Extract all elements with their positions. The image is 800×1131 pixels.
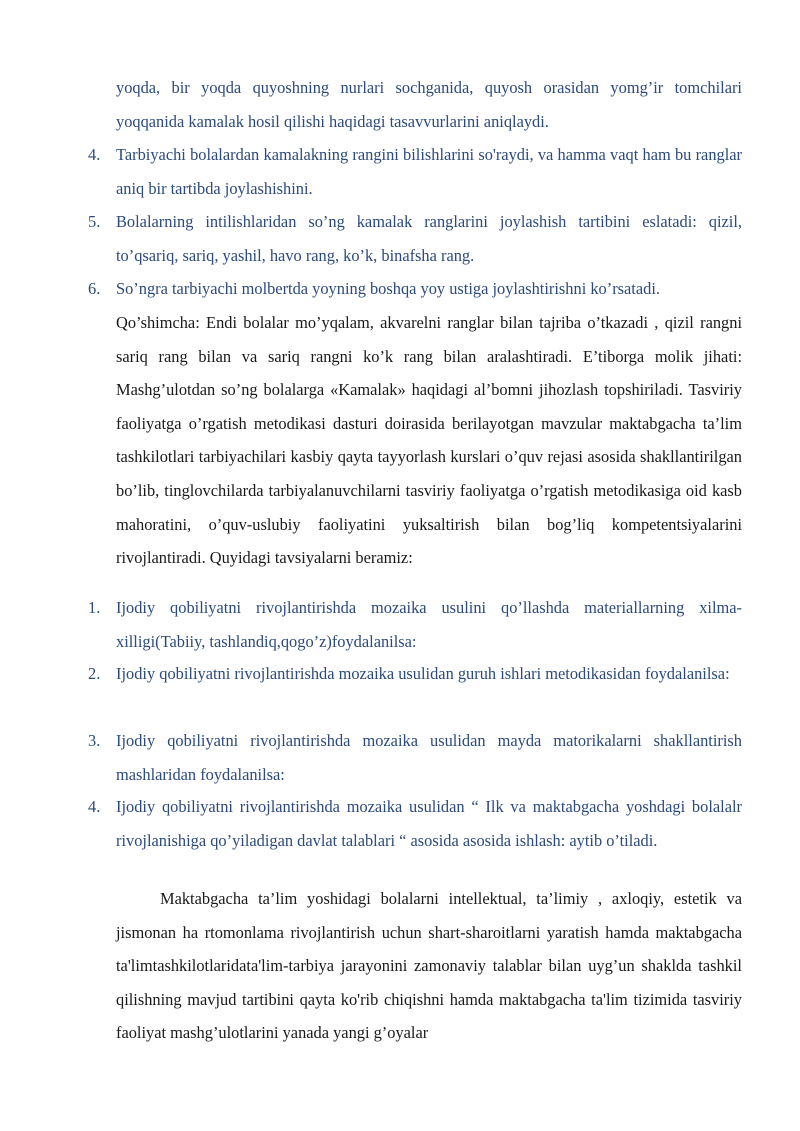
recommendation-number: 1. [88, 598, 101, 617]
step-item-6 [88, 272, 742, 306]
recommendation-number: 2. [88, 664, 101, 683]
continued-paragraph-text: yoqda, bir yoqda quyoshning nurlari sochganida, quyosh orasidan yomg’ir tomchilari yoqqanida kamalak hosil qilishi haqidagi tasavvurlarini aniqlaydi. [116, 78, 742, 131]
step-text: So’ngra tarbiyachi molbertda yoyning boshqa yoy ustiga joylashtirishni ko’rsatadi. [116, 279, 660, 298]
addition-paragraph-text: Qo’shimcha: Endi bolalar mo’yqalam, akvarelni ranglar bilan tajriba o’tkazadi , qizil rangni sariq rang bilan va sariq rangni ko’k rang bilan aralashtiradi. E’tiborga molik jihati: Mashg’ulotdan so’ng bolalarga «Kamalak» haqidagi al’bomni jihozlash topshiriladi. Tasviriy faoliyatga o’rgatish metodikasi dasturi doirasida berilayotgan mavzular maktabgacha ta’lim tashkilotlari tarbiyachilari kasbiy qayta tayyorlash kurslari o’quv rejasi asosida shakllantirilgan bo’lib, tinglovchilarda tarbiyalanuvchilarni tasviriy faoliyatga o’rgatish metodikasiga oid kasb mahoratini, o’quv-uslubiy faoliyatini yuksaltirish bilan bog’liq kompetentsiyalarini rivojlantiradi. Quyidagi tavsiyalarni beramiz: [116, 313, 742, 568]
step-number: 4. [88, 145, 101, 164]
step-text: Tarbiyachi bolalardan kamalakning rangini bilishlarini so'raydi, va hamma vaqt ham bu ranglar aniq bir tartibda joylashishini. [116, 145, 742, 198]
recommendation-number: 3. [88, 731, 101, 750]
step-item-4 [88, 138, 742, 205]
continued-paragraph [116, 71, 742, 138]
final-paragraph-text: Maktabgacha ta’lim yoshidagi bolalarni intellektual, ta’limiy , axloqiy, estetik va jismonan ha rtomonlama rivojlantirish uchun shart-sharoitlarni yaratish hamda maktabgacha ta'limtashkilotlaridata'lim-tarbiya jarayonini zamonaviy talablar bilan uyg’un shaklda tashkil qilishning mavjud tartibini qayta ko'rib chiqishni hamda maktabgacha ta'lim tizimida tasviriy faoliyat mashg’ulotlarini yanada yangi g’oyalar [116, 889, 742, 1043]
final-paragraph [116, 882, 742, 1050]
recommendation-item-4 [88, 790, 742, 857]
step-number: 6. [88, 279, 101, 298]
addition-paragraph [116, 306, 742, 575]
recommendation-text: Ijodiy qobiliyatni rivojlantirishda mozaika usulidan guruh ishlari metodikasidan foydalanilsa: [116, 664, 730, 683]
step-item-5 [88, 205, 742, 272]
step-text: Bolalarning intilishlaridan so’ng kamalak ranglarini joylashish tartibini eslatadi: qizil, to’qsariq, sariq, yashil, havo rang, ko’k, binafsha rang. [116, 212, 742, 265]
recommendation-item-1 [88, 591, 742, 658]
recommendation-item-2 [88, 657, 742, 691]
recommendation-item-3 [88, 724, 742, 791]
recommendation-text: Ijodiy qobiliyatni rivojlantirishda mozaika usulini qo’llashda materiallarning xilma-xilligi(Tabiiy, tashlandiq,qogo’z)foydalanilsa: [116, 598, 742, 651]
recommendation-text: Ijodiy qobiliyatni rivojlantirishda mozaika usulidan “ Ilk va maktabgacha yoshdagi bolalalr rivojlanishiga qo’yiladigan davlat talablari “ asosida asosida ishlash: aytib o’tiladi. [116, 797, 742, 850]
recommendation-number: 4. [88, 797, 101, 816]
recommendation-text: Ijodiy qobiliyatni rivojlantirishda mozaika usulidan mayda matorikalarni shakllantirish mashlaridan foydalanilsa: [116, 731, 742, 784]
step-number: 5. [88, 212, 101, 231]
